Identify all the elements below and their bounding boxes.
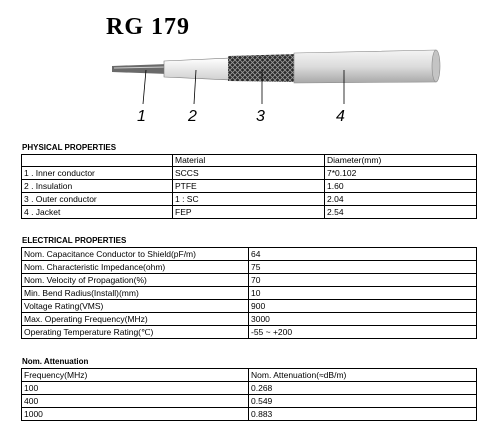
- table-cell: 70: [249, 274, 477, 287]
- table-cell: 1.60: [325, 180, 477, 193]
- table-cell: 400: [22, 395, 249, 408]
- table-row: [22, 193, 477, 206]
- table-row: [22, 300, 477, 313]
- table-cell: 2 . Insulation: [22, 180, 173, 193]
- table-row: [22, 395, 477, 408]
- table-cell: Max. Operating Frequency(MHz): [22, 313, 249, 326]
- table-cell: Voltage Rating(VMS): [22, 300, 249, 313]
- inner-conductor: [112, 64, 168, 74]
- table-cell: 4 . Jacket: [22, 206, 173, 219]
- outer-conductor: [228, 54, 298, 82]
- cable-label-1: 1: [137, 108, 146, 125]
- table-cell: Min. Bend Radius(Install)(mm): [22, 287, 249, 300]
- header-cell: Material: [173, 155, 325, 167]
- table-header-row: [22, 369, 477, 382]
- header-cell: Diameter(mm): [325, 155, 477, 167]
- table-row: [22, 408, 477, 421]
- attenuation-heading: Nom. Attenuation: [22, 357, 89, 366]
- table-header-row: [22, 155, 477, 167]
- table-cell: 1000: [22, 408, 249, 421]
- table-cell: 75: [249, 261, 477, 274]
- table-row: [22, 248, 477, 261]
- table-cell: 0.883: [249, 408, 477, 421]
- table-cell: 10: [249, 287, 477, 300]
- table-cell: 2.04: [325, 193, 477, 206]
- header-cell: [22, 155, 173, 167]
- table-cell: FEP: [173, 206, 325, 219]
- table-cell: 3000: [249, 313, 477, 326]
- table-cell: Nom. Velocity of Propagation(%): [22, 274, 249, 287]
- cable-title: RG 179: [106, 14, 190, 40]
- insulation: [164, 58, 232, 80]
- table-cell: 100: [22, 382, 249, 395]
- physical-heading: PHYSICAL PROPERTIES: [22, 143, 117, 152]
- table-cell: SCCS: [173, 167, 325, 180]
- electrical-table: [21, 247, 477, 339]
- table-cell: -55 ~ +200: [249, 326, 477, 339]
- electrical-heading: ELECTRICAL PROPERTIES: [22, 236, 127, 245]
- table-cell: 1 . Inner conductor: [22, 167, 173, 180]
- table-cell: 2.54: [325, 206, 477, 219]
- table-row: [22, 313, 477, 326]
- table-row: [22, 326, 477, 339]
- table-cell: Nom. Capacitance Conductor to Shield(pF/m): [22, 248, 249, 261]
- table-row: [22, 274, 477, 287]
- table-cell: 0.268: [249, 382, 477, 395]
- cable-label-4: 4: [336, 108, 345, 125]
- table-row: [22, 167, 477, 180]
- table-row: [22, 287, 477, 300]
- physical-table: [21, 154, 477, 219]
- attenuation-table: [21, 368, 477, 421]
- table-cell: Operating Temperature Rating(℃): [22, 326, 249, 339]
- table-row: [22, 180, 477, 193]
- table-cell: 1 : SC: [173, 193, 325, 206]
- table-row: [22, 382, 477, 395]
- cable-diagram: [0, 0, 500, 130]
- table-cell: 64: [249, 248, 477, 261]
- table-cell: Nom. Characteristic Impedance(ohm): [22, 261, 249, 274]
- table-cell: 900: [249, 300, 477, 313]
- header-cell: Nom. Attenuation(≈dB/m): [249, 369, 477, 382]
- cable-label-3: 3: [256, 108, 265, 125]
- jacket: [294, 50, 436, 83]
- table-cell: 0.549: [249, 395, 477, 408]
- table-cell: 3 . Outer conductor: [22, 193, 173, 206]
- header-cell: Frequency(MHz): [22, 369, 249, 382]
- cable-label-2: 2: [188, 108, 197, 125]
- table-cell: PTFE: [173, 180, 325, 193]
- table-cell: 7*0.102: [325, 167, 477, 180]
- table-row: [22, 261, 477, 274]
- table-row: [22, 206, 477, 219]
